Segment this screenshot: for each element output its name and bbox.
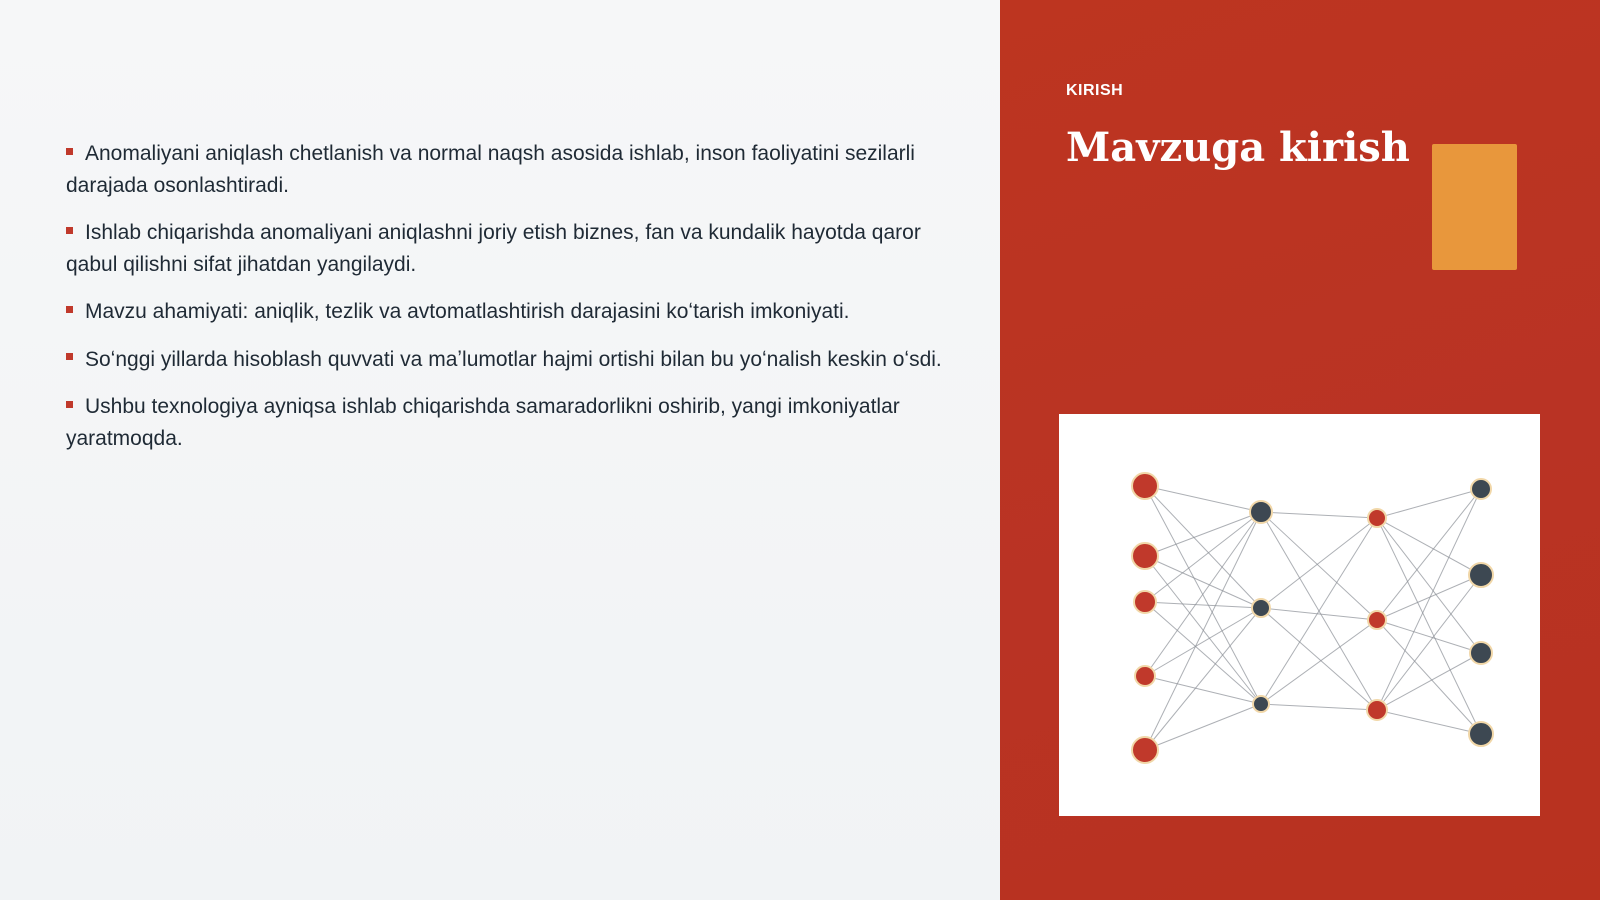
- network-node: [1253, 696, 1269, 712]
- network-node: [1132, 473, 1158, 499]
- bullet-list: [66, 138, 946, 470]
- bullet-text: Ushbu texnologiya ayniqsa ishlab chiqarishda samaradorlikni oshirib, yangi imkoniyatlar yaratmoqda.: [66, 395, 900, 450]
- network-edge: [1145, 602, 1261, 608]
- bullet-item: [66, 344, 946, 376]
- bullet-text: Soʻnggi yillarda hisoblash quvvati va maʼlumotlar hajmi ortishi bilan bu yoʻnalish keskin oʻsdi.: [85, 347, 942, 371]
- network-node: [1469, 722, 1493, 746]
- network-edges: [1145, 486, 1481, 750]
- network-edge: [1145, 602, 1261, 704]
- square-bullet-icon: [66, 148, 73, 155]
- bullet-text: Mavzu ahamiyati: aniqlik, tezlik va avtomatlashtirish darajasini koʻtarish imkoniyati.: [85, 300, 850, 323]
- square-bullet-icon: [66, 227, 73, 234]
- bullet-item: [66, 391, 946, 454]
- accent-block: [1432, 144, 1517, 270]
- bullet-item: [66, 217, 946, 280]
- network-node: [1135, 666, 1155, 686]
- neural-network-image: [1059, 414, 1540, 816]
- network-node: [1470, 642, 1492, 664]
- network-edge: [1377, 489, 1481, 518]
- network-edge: [1261, 512, 1377, 620]
- network-edge: [1377, 575, 1481, 710]
- network-edge: [1145, 608, 1261, 676]
- slide-title: Mavzuga kirish: [1066, 124, 1410, 171]
- network-node: [1367, 700, 1387, 720]
- network-edge: [1261, 518, 1377, 608]
- neural-network-icon: [1059, 414, 1540, 816]
- network-edge: [1145, 704, 1261, 750]
- network-node: [1368, 611, 1386, 629]
- network-edge: [1261, 704, 1377, 710]
- network-edge: [1377, 518, 1481, 653]
- network-edge: [1377, 518, 1481, 575]
- square-bullet-icon: [66, 353, 73, 360]
- network-node: [1471, 479, 1491, 499]
- bullet-item: [66, 138, 946, 201]
- network-node: [1250, 501, 1272, 523]
- network-edge: [1261, 608, 1377, 620]
- network-node: [1134, 591, 1156, 613]
- square-bullet-icon: [66, 306, 73, 313]
- square-bullet-icon: [66, 401, 73, 408]
- bullet-item: [66, 296, 946, 328]
- network-edge: [1261, 620, 1377, 704]
- bullet-text: Anomaliyani aniqlash chetlanish va normal naqsh asosida ishlab, inson faoliyatini sezilarli darajada osonlashtiradi.: [66, 142, 915, 197]
- network-edge: [1261, 608, 1377, 710]
- network-edge: [1261, 512, 1377, 518]
- network-edge: [1145, 676, 1261, 704]
- network-edge: [1145, 486, 1261, 512]
- section-label: KIRISH: [1066, 82, 1124, 99]
- network-edge: [1377, 575, 1481, 620]
- network-node: [1132, 543, 1158, 569]
- title-pane: [1000, 0, 1600, 900]
- network-edge: [1145, 512, 1261, 602]
- network-node: [1132, 737, 1158, 763]
- network-edge: [1377, 710, 1481, 734]
- bullet-text: Ishlab chiqarishda anomaliyani aniqlashni joriy etish biznes, fan va kundalik hayotda qaror qabul qilishni sifat jihatdan yangilaydi.: [66, 221, 921, 276]
- network-edge: [1261, 518, 1377, 704]
- network-edge: [1145, 512, 1261, 676]
- network-node: [1252, 599, 1270, 617]
- network-edge: [1145, 556, 1261, 608]
- network-node: [1368, 509, 1386, 527]
- network-node: [1469, 563, 1493, 587]
